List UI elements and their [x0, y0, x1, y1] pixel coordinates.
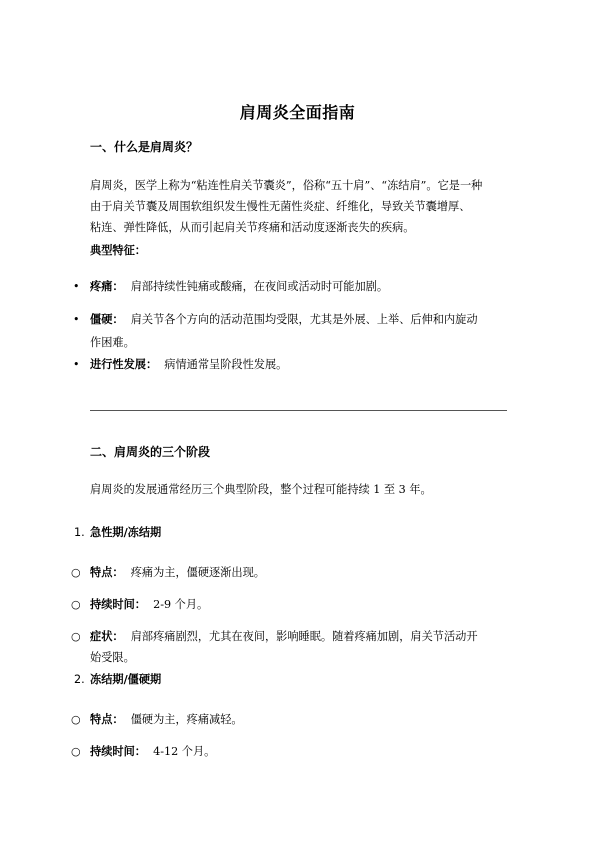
circle-bullet-icon: ○: [71, 598, 81, 611]
para-line: 肩周炎，医学上称为“粘连性肩关节囊炎”，俗称“五十肩”、“冻结肩”。它是一种: [90, 179, 483, 192]
bullet-icon: •: [73, 280, 80, 293]
item-text: 2-9 个月。: [153, 598, 209, 611]
item-text: 疼痛为主，僵硬逐渐出现。: [130, 566, 265, 579]
bullet-label: 疼痛：: [90, 279, 124, 293]
item-label: 特点：: [90, 565, 124, 579]
bullet-label: 进行性发展：: [90, 357, 158, 371]
item-text: 4-12 个月。: [153, 745, 216, 758]
section1-paragraph: [90, 175, 507, 238]
circle-bullet-icon: ○: [71, 630, 81, 643]
item-text-cont: 始受限。: [90, 651, 135, 664]
stage-title: 冻结期/僵硬期: [90, 672, 162, 686]
bullet-text: 肩关节各个方向的活动范围均受限，尤其是外展、上举、后伸和内旋动: [130, 313, 478, 326]
document-title: 肩周炎全面指南: [239, 103, 356, 122]
item-text: 僵硬为主，疼痛减轻。: [130, 713, 243, 726]
section-heading-three-stages: 二、肩周炎的三个阶段: [90, 445, 211, 459]
stage-item: [90, 626, 507, 668]
item-label: 持续时间：: [90, 597, 146, 611]
bullet-text: 病情通常呈阶段性发展。: [164, 358, 288, 371]
bullet-item-progressive: [90, 354, 507, 375]
section2-intro: 肩周炎的发展通常经历三个典型阶段，整个过程可能持续 1 至 3 年。: [90, 483, 432, 496]
bullet-label: 僵硬：: [90, 312, 124, 326]
item-text: 肩部疼痛剧烈，尤其在夜间，影响睡眠。随着疼痛加剧，肩关节活动开: [130, 630, 478, 643]
stage-number: 1.: [74, 526, 85, 539]
item-label: 持续时间：: [90, 744, 146, 758]
bullet-item-pain: [90, 276, 507, 297]
stage-item: [90, 709, 507, 730]
features-label: 典型特征：: [90, 243, 146, 257]
bullet-text: 肩部持续性钝痛或酸痛，在夜间或活动时可能加剧。: [130, 280, 389, 293]
circle-bullet-icon: ○: [71, 566, 81, 579]
section-heading-what-is: 一、什么是肩周炎？: [90, 140, 199, 154]
bullet-text-cont: 作困难。: [90, 336, 135, 349]
circle-bullet-icon: ○: [71, 713, 81, 726]
stage-title: 急性期/冻结期: [90, 525, 162, 539]
stage-item: [90, 741, 507, 762]
bullet-icon: •: [73, 358, 80, 371]
stage-number: 2.: [74, 673, 85, 686]
item-label: 特点：: [90, 712, 124, 726]
stage-item: [90, 562, 507, 583]
item-label: 症状：: [90, 629, 124, 643]
stage-item: [90, 594, 507, 615]
bullet-item-stiffness: [90, 309, 507, 353]
bullet-icon: •: [73, 313, 80, 326]
para-line: 粘连、弹性降低，从而引起肩关节疼痛和活动度逐渐丧失的疾病。: [90, 221, 415, 234]
horizontal-divider: [90, 410, 507, 411]
para-line: 由于肩关节囊及周围软组织发生慢性无菌性炎症、纤维化，导致关节囊增厚、: [90, 200, 471, 213]
circle-bullet-icon: ○: [71, 745, 81, 758]
